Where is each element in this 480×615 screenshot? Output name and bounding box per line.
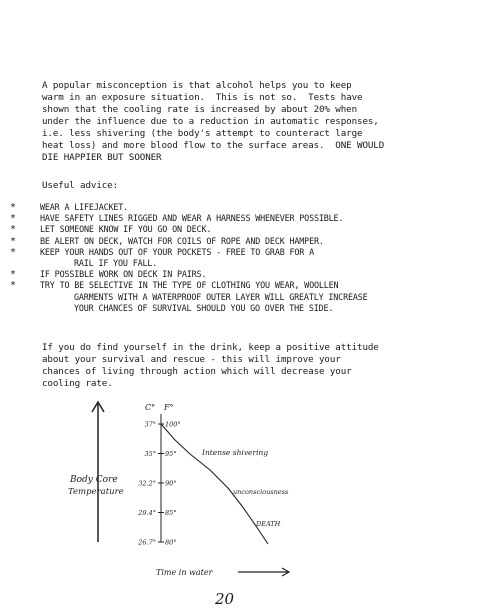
advice-item-text: IF POSSIBLE WORK ON DECK IN PAIRS. [40, 269, 207, 280]
advice-item-text: WEAR A LIFEJACKET. [40, 202, 129, 212]
advice-item-text: HAVE SAFETY LINES RIGGED AND WEAR A HARNESS WHENEVER POSSIBLE. [40, 213, 344, 224]
body-temperature-sketch [60, 392, 310, 587]
celsius-tick-label: 26.7° [138, 538, 156, 547]
closing-line: If you do find yourself in the drink, keep a positive attitude [42, 342, 379, 353]
closing-line: about your survival and rescue - this will improve your [42, 354, 341, 365]
advice-item-continuation: YOUR CHANCES OF SURVIVAL SHOULD YOU GO OVER THE SIDE. [74, 302, 334, 313]
page-number: 20 [215, 590, 235, 608]
fahrenheit-tick-label: 90° [165, 479, 177, 488]
intro-line: i.e. less shivering (the body's attempt to counteract large [42, 128, 363, 139]
celsius-tick-label: 32.2° [138, 479, 156, 488]
intro-line: heat loss) and more blood flow to the surface areas. ONE WOULD [42, 140, 385, 151]
closing-line: cooling rate. [42, 378, 113, 389]
fahrenheit-tick-label: 100° [165, 420, 181, 429]
intro-line: under the influence due to a reduction in automatic responses, [42, 116, 379, 127]
celsius-tick-label: 37° [144, 420, 156, 429]
advice-heading-text: Useful advice: [42, 180, 119, 191]
advice-item-continuation: RAIL IF YOU FALL. [74, 258, 158, 269]
cooling-curve [161, 424, 268, 544]
celsius-tick-label: 29.4° [138, 509, 156, 517]
fahrenheit-tick-label: 95° [165, 450, 177, 458]
bullet-star-icon: * [10, 224, 16, 236]
advice-item [10, 269, 465, 280]
intro-line: DIE HAPPIER BUT SOONER [42, 152, 162, 163]
bullet-star-icon: * [10, 202, 16, 213]
bullet-star-icon: * [10, 280, 16, 292]
celsius-unit-label: C° [145, 403, 156, 412]
bullet-star-icon: * [10, 235, 16, 247]
intro-line: warm in an exposure situation. This is not so. Tests have [42, 92, 363, 103]
annotation-intense-shivering: Intense shivering [202, 448, 269, 457]
vertical-arrow-icon [92, 402, 104, 542]
y-axis-label-line: Body Core [70, 475, 118, 485]
advice-item-text: KEEP YOUR HANDS OUT OF YOUR POCKETS - FREE TO GRAB FOR A [40, 246, 314, 257]
advice-item-text: BE ALERT ON DECK, WATCH FOR COILS OF ROPE AND DECK HAMPER. [40, 235, 324, 246]
advice-item [10, 247, 465, 269]
fahrenheit-unit-label: F° [164, 403, 174, 412]
x-axis-label: Time in water [156, 568, 213, 577]
advice-item-continuation: GARMENTS WITH A WATERPROOF OUTER LAYER WILL GREATLY INCREASE [74, 291, 368, 302]
annotation-death: DEATH [256, 520, 281, 528]
celsius-tick-label: 35° [144, 450, 156, 458]
advice-item-text: TRY TO BE SELECTIVE IN THE TYPE OF CLOTHING YOU WEAR, WOOLLEN [40, 280, 339, 291]
bullet-star-icon: * [10, 269, 16, 281]
annotation-unconsciousness: unconsciousness [233, 488, 289, 496]
horizontal-arrow-icon [238, 568, 289, 576]
intro-line: A popular misconception is that alcohol helps you to keep [42, 80, 352, 91]
advice-heading [42, 180, 452, 192]
bullet-star-icon: * [10, 213, 16, 225]
advice-item [10, 236, 465, 247]
y-axis-label-line: Temperature [68, 487, 124, 497]
bullet-star-icon: * [10, 246, 16, 258]
advice-item [10, 280, 465, 314]
fahrenheit-tick-label: 80° [165, 538, 177, 547]
advice-item [10, 224, 465, 235]
intro-line: shown that the cooling rate is increased by about 20% when [42, 104, 358, 115]
intro-paragraph [42, 80, 452, 164]
closing-paragraph [42, 342, 452, 390]
advice-list [10, 202, 465, 314]
closing-line: chances of living through action which will decrease your [42, 366, 352, 377]
advice-item-text: LET SOMEONE KNOW IF YOU GO ON DECK. [40, 224, 212, 235]
fahrenheit-tick-label: 85° [165, 509, 177, 517]
advice-item [10, 202, 465, 213]
advice-item [10, 213, 465, 224]
